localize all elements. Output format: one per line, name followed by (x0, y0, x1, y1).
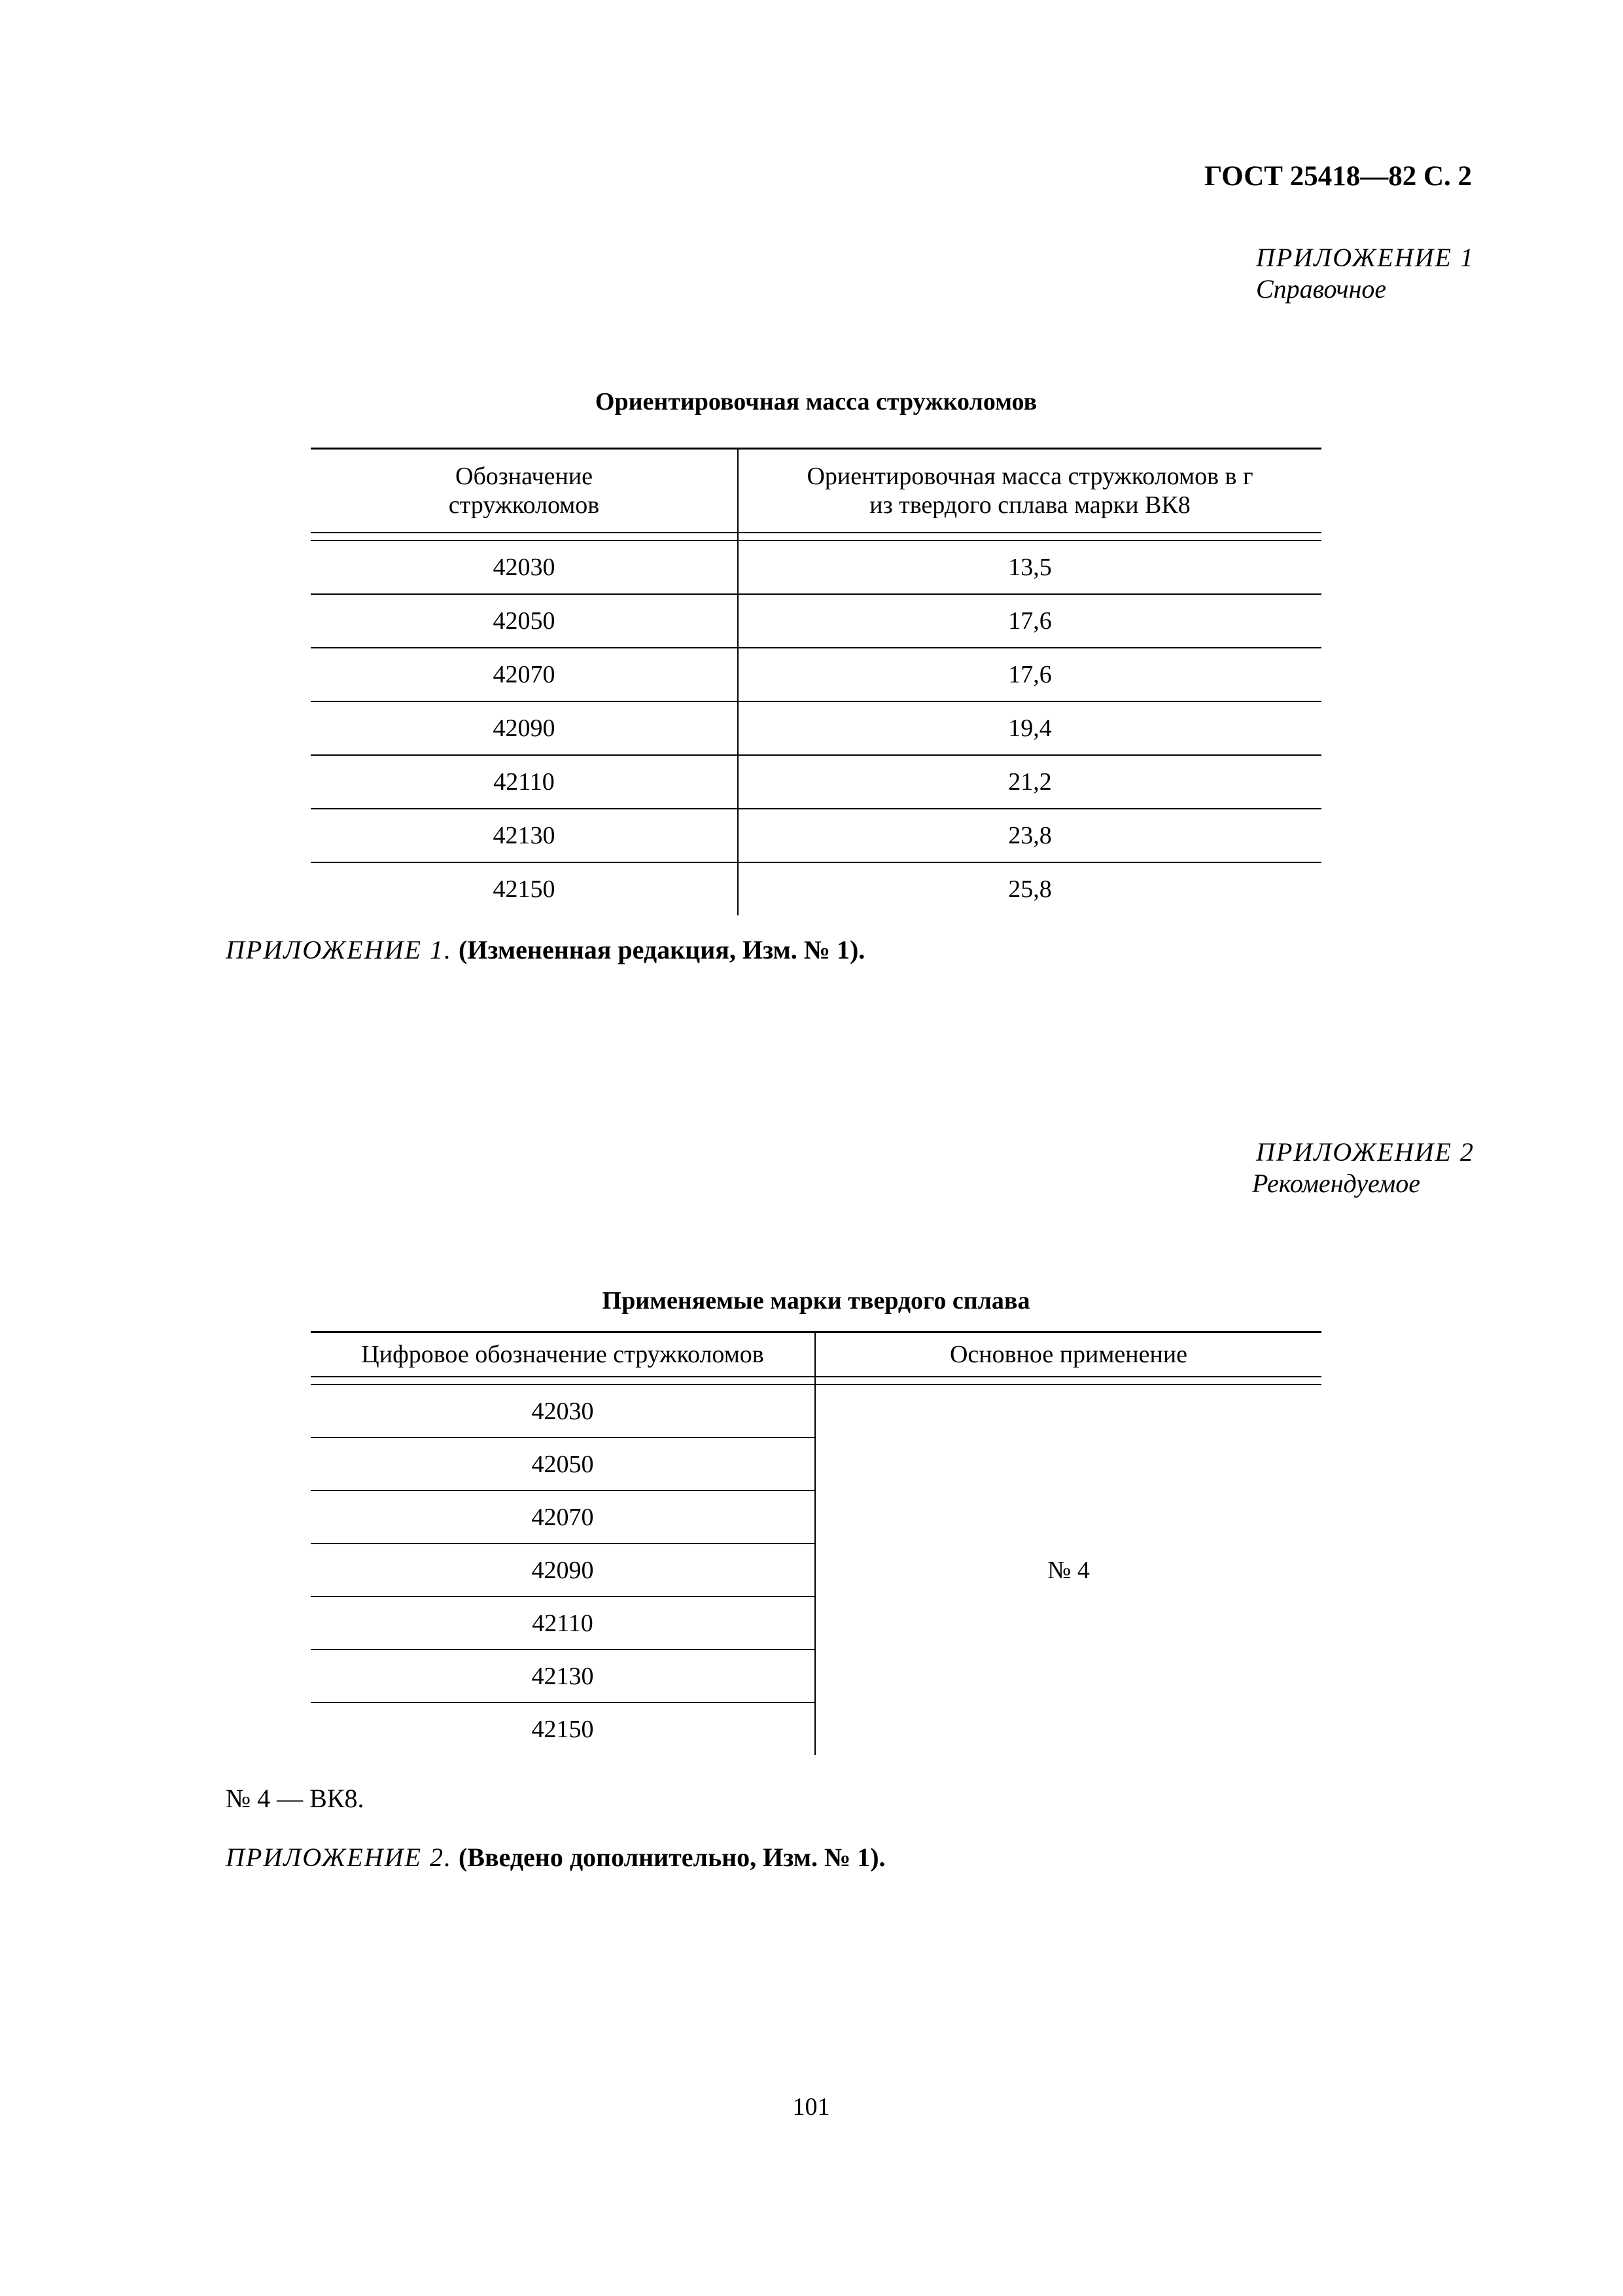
table-row (311, 594, 1321, 648)
mass-table (311, 448, 1321, 915)
appendix1-footnote (226, 934, 865, 965)
designation-cell: 42090 (311, 701, 738, 755)
alloy-table (311, 1331, 1321, 1755)
code-cell: 42110 (311, 1597, 815, 1650)
header-designation-line2: стружколомов (448, 491, 600, 519)
mass-cell: 21,2 (738, 755, 1321, 809)
code-cell: 42070 (311, 1491, 815, 1544)
mass-cell: 17,6 (738, 648, 1321, 701)
appendix2-label: ПРИЛОЖЕНИЕ 2 (1256, 1137, 1475, 1167)
code-cell: 42130 (311, 1650, 815, 1703)
designation-cell: 42030 (493, 554, 555, 581)
code-cell: 42050 (311, 1438, 815, 1491)
table2-title: Применяемые марки твердого сплава (602, 1287, 1030, 1315)
mass-cell: 13,5 (738, 540, 1321, 594)
mass-cell: 25,8 (738, 862, 1321, 915)
appendix1-heading (1256, 242, 1623, 305)
code-cell: 42150 (311, 1703, 815, 1755)
designation-cell: 42070 (311, 648, 738, 701)
code-cell: 42090 (311, 1544, 815, 1597)
mass-cell: 17,6 (738, 594, 1321, 648)
appendix1-kind: Справочное (1256, 274, 1387, 304)
table-row (311, 648, 1321, 701)
designation-cell: 42110 (311, 755, 738, 809)
designation-cell: 42150 (311, 862, 738, 915)
table-row (311, 809, 1321, 862)
appendix2-kind: Рекомендуемое (1252, 1169, 1421, 1198)
appendix2-footnote (226, 1842, 886, 1873)
table-row (311, 540, 1321, 594)
appendix2-footnote-text: (Введено дополнительно, Изм. № 1). (458, 1843, 886, 1872)
table-row (311, 1385, 1321, 1438)
appendix2-heading (1252, 1137, 1623, 1199)
table-row (311, 701, 1321, 755)
header-mass-line2: из твердого сплава марки ВК8 (869, 491, 1191, 519)
designation-cell: 42130 (311, 809, 738, 862)
table1-title: Ориентировочная масса стружколомов (595, 388, 1038, 415)
designation-cell: 42050 (311, 594, 738, 648)
mass-table-header-designation (311, 449, 738, 533)
mass-cell: 23,8 (738, 809, 1321, 862)
alloy-note: № 4 — ВК8. (226, 1784, 364, 1813)
mass-table-header-mass (738, 449, 1321, 533)
table-row (311, 862, 1321, 915)
appendix1-label: ПРИЛОЖЕНИЕ 1 (1256, 243, 1475, 272)
table-row (311, 755, 1321, 809)
appendix1-footnote-ref: ПРИЛОЖЕНИЕ 1. (226, 935, 452, 964)
header-designation-line1: Обозначение (455, 463, 593, 490)
application-cell: № 4 (815, 1385, 1321, 1755)
header-mass-line1: Ориентировочная масса стружколомов в г (807, 463, 1253, 490)
mass-cell: 19,4 (738, 701, 1321, 755)
page-number: 101 (792, 2093, 830, 2121)
alloy-table-header-application: Основное применение (815, 1332, 1321, 1377)
appendix1-footnote-text: (Измененная редакция, Изм. № 1). (458, 935, 865, 964)
code-cell: 42030 (531, 1397, 594, 1425)
alloy-table-header-code: Цифровое обозначение стружколомов (311, 1332, 815, 1377)
appendix2-footnote-ref: ПРИЛОЖЕНИЕ 2. (226, 1843, 452, 1872)
document-code: ГОСТ 25418—82 С. 2 (1204, 161, 1472, 192)
